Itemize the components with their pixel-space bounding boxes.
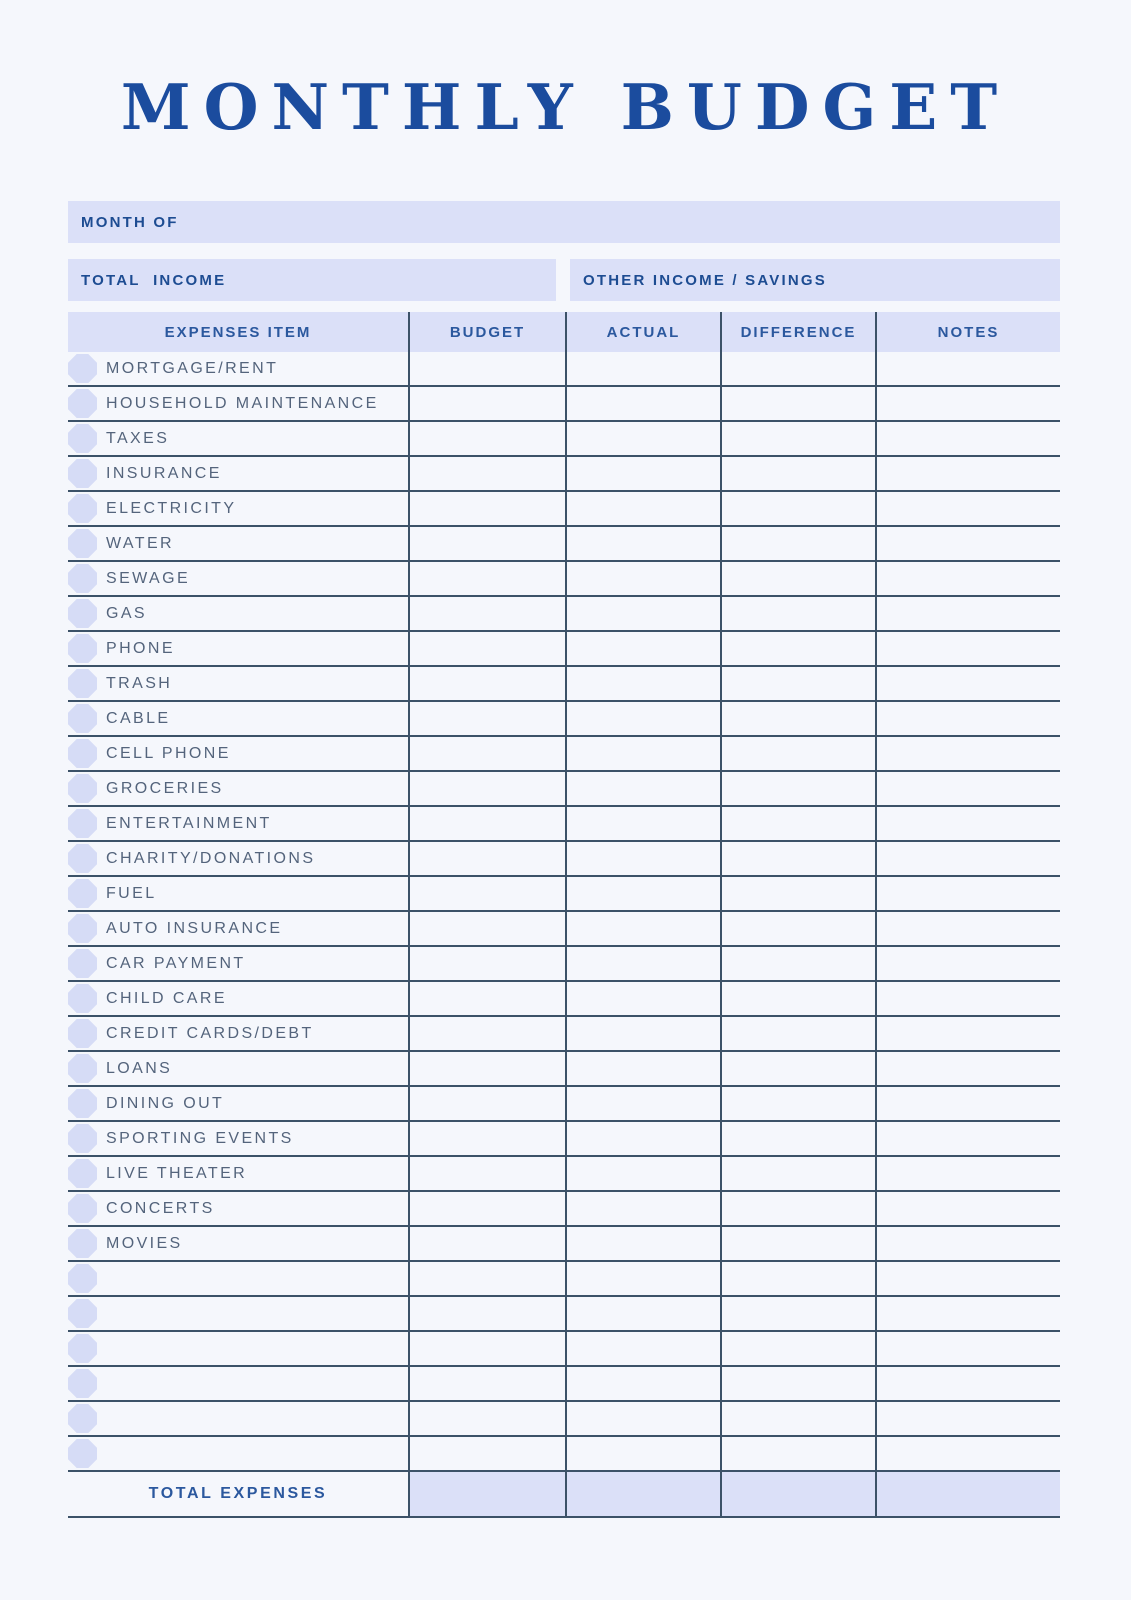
- page-title: MONTHLY BUDGET: [120, 70, 1011, 144]
- budget-cell: [408, 1122, 565, 1155]
- notes-cell: [875, 807, 1060, 840]
- expense-item-label: WATER: [106, 534, 174, 552]
- notes-cell: [875, 702, 1060, 735]
- expense-item-cell: [68, 632, 408, 665]
- column-header-actual: ACTUAL: [565, 312, 720, 352]
- table-row: [68, 387, 1060, 422]
- notes-cell: [875, 912, 1060, 945]
- budget-cell: [408, 1227, 565, 1260]
- actual-cell: [565, 772, 720, 805]
- notes-cell: [875, 1367, 1060, 1400]
- expense-item-label: PHONE: [106, 639, 175, 657]
- expense-item-label: ENTERTAINMENT: [106, 814, 272, 832]
- budget-cell: [408, 1052, 565, 1085]
- actual-cell: [565, 1402, 720, 1435]
- bullet-icon: [68, 389, 97, 418]
- expense-item-cell: [68, 1402, 408, 1435]
- total-notes-cell: [875, 1472, 1060, 1516]
- difference-cell: [720, 352, 875, 385]
- notes-cell: [875, 1332, 1060, 1365]
- column-header-expenses-item: EXPENSES ITEM: [164, 323, 312, 341]
- budget-cell: [408, 387, 565, 420]
- difference-cell: [720, 1192, 875, 1225]
- bullet-icon: [68, 1229, 97, 1258]
- notes-cell: [875, 737, 1060, 770]
- actual-cell: [565, 842, 720, 875]
- expense-item-cell: [68, 842, 408, 875]
- notes-cell: [875, 387, 1060, 420]
- actual-cell: [565, 947, 720, 980]
- actual-cell: [565, 352, 720, 385]
- actual-cell: [565, 667, 720, 700]
- budget-cell: [408, 1157, 565, 1190]
- expense-item-cell: [68, 947, 408, 980]
- table-row: [68, 807, 1060, 842]
- budget-cell: [408, 1402, 565, 1435]
- bullet-icon: [68, 1439, 97, 1468]
- budget-cell: [408, 422, 565, 455]
- difference-cell: [720, 737, 875, 770]
- budget-cell: [408, 737, 565, 770]
- actual-cell: [565, 492, 720, 525]
- table-body: [68, 352, 1060, 1472]
- notes-cell: [875, 527, 1060, 560]
- income-fields-row: [68, 259, 1060, 301]
- bullet-icon: [68, 1089, 97, 1118]
- bullet-icon: [68, 564, 97, 593]
- budget-cell: [408, 982, 565, 1015]
- difference-cell: [720, 562, 875, 595]
- difference-cell: [720, 807, 875, 840]
- actual-cell: [565, 737, 720, 770]
- expense-item-label: CAR PAYMENT: [106, 954, 246, 972]
- table-row: [68, 1157, 1060, 1192]
- total-expenses-label: TOTAL EXPENSES: [148, 1485, 328, 1502]
- bullet-icon: [68, 494, 97, 523]
- actual-cell: [565, 562, 720, 595]
- bullet-icon: [68, 1334, 97, 1363]
- notes-cell: [875, 1402, 1060, 1435]
- budget-cell: [408, 1017, 565, 1050]
- expense-item-label: HOUSEHOLD MAINTENANCE: [106, 394, 379, 412]
- budget-cell: [408, 702, 565, 735]
- bullet-icon: [68, 634, 97, 663]
- table-row: [68, 527, 1060, 562]
- difference-cell: [720, 1332, 875, 1365]
- expense-item-label: INSURANCE: [106, 464, 222, 482]
- difference-cell: [720, 1367, 875, 1400]
- expense-item-label: CHILD CARE: [106, 989, 227, 1007]
- table-row: [68, 667, 1060, 702]
- budget-cell: [408, 912, 565, 945]
- difference-cell: [720, 1262, 875, 1295]
- bullet-icon: [68, 1404, 97, 1433]
- budget-cell: [408, 1087, 565, 1120]
- difference-cell: [720, 702, 875, 735]
- budget-cell: [408, 1332, 565, 1365]
- actual-cell: [565, 1367, 720, 1400]
- table-row: [68, 947, 1060, 982]
- table-row: [68, 1402, 1060, 1437]
- difference-cell: [720, 877, 875, 910]
- expense-item-label: CONCERTS: [106, 1199, 215, 1217]
- difference-cell: [720, 492, 875, 525]
- notes-cell: [875, 562, 1060, 595]
- notes-cell: [875, 1262, 1060, 1295]
- actual-cell: [565, 702, 720, 735]
- bullet-icon: [68, 354, 97, 383]
- expense-item-label: SPORTING EVENTS: [106, 1129, 294, 1147]
- actual-cell: [565, 457, 720, 490]
- expense-item-cell: [68, 877, 408, 910]
- notes-cell: [875, 457, 1060, 490]
- bullet-icon: [68, 879, 97, 908]
- table-row: [68, 632, 1060, 667]
- column-header-difference: DIFFERENCE: [720, 312, 875, 352]
- expense-item-label: CREDIT CARDS/DEBT: [106, 1024, 314, 1042]
- actual-cell: [565, 1192, 720, 1225]
- notes-cell: [875, 772, 1060, 805]
- difference-cell: [720, 1087, 875, 1120]
- bullet-icon: [68, 599, 97, 628]
- bullet-icon: [68, 844, 97, 873]
- bullet-icon: [68, 949, 97, 978]
- table-row: [68, 772, 1060, 807]
- table-row: [68, 1122, 1060, 1157]
- actual-cell: [565, 877, 720, 910]
- notes-cell: [875, 1087, 1060, 1120]
- bullet-icon: [68, 914, 97, 943]
- budget-cell: [408, 1192, 565, 1225]
- expense-item-cell: [68, 1087, 408, 1120]
- bullet-icon: [68, 774, 97, 803]
- table-row: [68, 1192, 1060, 1227]
- difference-cell: [720, 912, 875, 945]
- difference-cell: [720, 457, 875, 490]
- column-header-notes: NOTES: [875, 312, 1060, 352]
- notes-cell: [875, 597, 1060, 630]
- expense-item-label: CELL PHONE: [106, 744, 231, 762]
- table-row: [68, 1297, 1060, 1332]
- month-of-field: [68, 201, 1060, 243]
- budget-cell: [408, 352, 565, 385]
- expense-item-cell: [68, 667, 408, 700]
- expense-item-cell: [68, 457, 408, 490]
- difference-cell: [720, 387, 875, 420]
- expense-item-cell: [68, 422, 408, 455]
- table-row: [68, 1262, 1060, 1297]
- table-header-row: [68, 312, 1060, 352]
- actual-cell: [565, 1157, 720, 1190]
- table-row: [68, 1087, 1060, 1122]
- expense-item-cell: [68, 1192, 408, 1225]
- budget-cell: [408, 597, 565, 630]
- actual-cell: [565, 422, 720, 455]
- difference-cell: [720, 772, 875, 805]
- expense-item-label: SEWAGE: [106, 569, 191, 587]
- budget-cell: [408, 947, 565, 980]
- other-income-savings-label: OTHER INCOME / SAVINGS: [583, 271, 827, 289]
- actual-cell: [565, 1227, 720, 1260]
- notes-cell: [875, 1157, 1060, 1190]
- expense-item-label: ELECTRICITY: [106, 499, 237, 517]
- expense-item-cell: [68, 1052, 408, 1085]
- total-difference-cell: [720, 1472, 875, 1516]
- expense-item-cell: [68, 387, 408, 420]
- difference-cell: [720, 842, 875, 875]
- difference-cell: [720, 1297, 875, 1330]
- column-header-budget: BUDGET: [408, 312, 565, 352]
- bullet-icon: [68, 1054, 97, 1083]
- expense-item-label: GAS: [106, 604, 147, 622]
- notes-cell: [875, 1437, 1060, 1470]
- notes-cell: [875, 982, 1060, 1015]
- bullet-icon: [68, 1299, 97, 1328]
- actual-cell: [565, 1052, 720, 1085]
- budget-cell: [408, 807, 565, 840]
- total-income-label: TOTAL INCOME: [81, 271, 227, 289]
- expense-item-cell: [68, 1157, 408, 1190]
- table-row: [68, 737, 1060, 772]
- bullet-icon: [68, 424, 97, 453]
- bullet-icon: [68, 1369, 97, 1398]
- expense-item-label: TAXES: [106, 429, 170, 447]
- expense-item-cell: [68, 982, 408, 1015]
- actual-cell: [565, 527, 720, 560]
- table-row: [68, 422, 1060, 457]
- table-row: [68, 982, 1060, 1017]
- table-row: [68, 492, 1060, 527]
- difference-cell: [720, 982, 875, 1015]
- difference-cell: [720, 597, 875, 630]
- bullet-icon: [68, 704, 97, 733]
- bullet-icon: [68, 529, 97, 558]
- difference-cell: [720, 667, 875, 700]
- expense-item-label: CABLE: [106, 709, 171, 727]
- expense-item-cell: [68, 737, 408, 770]
- budget-cell: [408, 1367, 565, 1400]
- actual-cell: [565, 1262, 720, 1295]
- expense-item-label: DINING OUT: [106, 1094, 225, 1112]
- difference-cell: [720, 422, 875, 455]
- expenses-table: [68, 312, 1060, 1518]
- actual-cell: [565, 1297, 720, 1330]
- table-row: [68, 877, 1060, 912]
- expense-item-cell: [68, 1122, 408, 1155]
- expense-item-cell: [68, 1332, 408, 1365]
- expense-item-cell: [68, 702, 408, 735]
- bullet-icon: [68, 984, 97, 1013]
- expense-item-cell: [68, 527, 408, 560]
- bullet-icon: [68, 739, 97, 768]
- difference-cell: [720, 1052, 875, 1085]
- document-content: [68, 201, 1060, 1518]
- bullet-icon: [68, 809, 97, 838]
- expense-item-cell: [68, 1437, 408, 1470]
- bullet-icon: [68, 1124, 97, 1153]
- bullet-icon: [68, 1194, 97, 1223]
- table-row: [68, 457, 1060, 492]
- expense-item-label: LOANS: [106, 1059, 173, 1077]
- total-actual-cell: [565, 1472, 720, 1516]
- budget-cell: [408, 562, 565, 595]
- expense-item-label: GROCERIES: [106, 779, 224, 797]
- expense-item-cell: [68, 1227, 408, 1260]
- difference-cell: [720, 1017, 875, 1050]
- expense-item-cell: [68, 912, 408, 945]
- table-row: [68, 1017, 1060, 1052]
- total-expenses-row: [68, 1472, 1060, 1518]
- actual-cell: [565, 632, 720, 665]
- actual-cell: [565, 1017, 720, 1050]
- notes-cell: [875, 1122, 1060, 1155]
- actual-cell: [565, 912, 720, 945]
- budget-cell: [408, 527, 565, 560]
- table-row: [68, 1367, 1060, 1402]
- expense-item-cell: [68, 1297, 408, 1330]
- actual-cell: [565, 1437, 720, 1470]
- table-row: [68, 1332, 1060, 1367]
- total-budget-cell: [408, 1472, 565, 1516]
- notes-cell: [875, 1227, 1060, 1260]
- expense-item-label: LIVE THEATER: [106, 1164, 248, 1182]
- bullet-icon: [68, 1159, 97, 1188]
- expense-item-cell: [68, 352, 408, 385]
- budget-cell: [408, 1437, 565, 1470]
- difference-cell: [720, 1227, 875, 1260]
- table-row: [68, 352, 1060, 387]
- expense-item-cell: [68, 562, 408, 595]
- expense-item-label: FUEL: [106, 884, 157, 902]
- notes-cell: [875, 352, 1060, 385]
- difference-cell: [720, 527, 875, 560]
- difference-cell: [720, 632, 875, 665]
- budget-cell: [408, 877, 565, 910]
- difference-cell: [720, 1402, 875, 1435]
- notes-cell: [875, 632, 1060, 665]
- notes-cell: [875, 1052, 1060, 1085]
- expense-item-cell: [68, 1017, 408, 1050]
- expense-item-cell: [68, 1262, 408, 1295]
- notes-cell: [875, 1297, 1060, 1330]
- budget-cell: [408, 772, 565, 805]
- notes-cell: [875, 667, 1060, 700]
- table-row: [68, 1227, 1060, 1262]
- expense-item-cell: [68, 597, 408, 630]
- bullet-icon: [68, 1264, 97, 1293]
- expense-item-cell: [68, 807, 408, 840]
- table-row: [68, 912, 1060, 947]
- budget-cell: [408, 1297, 565, 1330]
- bullet-icon: [68, 459, 97, 488]
- actual-cell: [565, 1122, 720, 1155]
- actual-cell: [565, 1087, 720, 1120]
- expense-item-cell: [68, 772, 408, 805]
- table-row: [68, 1437, 1060, 1472]
- difference-cell: [720, 1122, 875, 1155]
- actual-cell: [565, 1332, 720, 1365]
- bullet-icon: [68, 669, 97, 698]
- notes-cell: [875, 877, 1060, 910]
- budget-cell: [408, 457, 565, 490]
- expense-item-label: AUTO INSURANCE: [106, 919, 283, 937]
- budget-cell: [408, 492, 565, 525]
- other-income-savings-field: [570, 259, 1060, 301]
- actual-cell: [565, 807, 720, 840]
- table-row: [68, 562, 1060, 597]
- actual-cell: [565, 387, 720, 420]
- notes-cell: [875, 1192, 1060, 1225]
- budget-cell: [408, 842, 565, 875]
- table-row: [68, 842, 1060, 877]
- difference-cell: [720, 1437, 875, 1470]
- budget-cell: [408, 632, 565, 665]
- table-row: [68, 702, 1060, 737]
- total-income-field: [68, 259, 556, 301]
- actual-cell: [565, 982, 720, 1015]
- expense-item-label: MOVIES: [106, 1234, 183, 1252]
- bullet-icon: [68, 1019, 97, 1048]
- budget-cell: [408, 1262, 565, 1295]
- month-of-label: MONTH OF: [81, 213, 179, 231]
- expense-item-label: CHARITY/DONATIONS: [106, 849, 316, 867]
- expense-item-cell: [68, 492, 408, 525]
- difference-cell: [720, 1157, 875, 1190]
- budget-cell: [408, 667, 565, 700]
- expense-item-label: TRASH: [106, 674, 173, 692]
- actual-cell: [565, 597, 720, 630]
- expense-item-cell: [68, 1367, 408, 1400]
- expense-item-label: MORTGAGE/RENT: [106, 359, 279, 377]
- table-row: [68, 1052, 1060, 1087]
- notes-cell: [875, 947, 1060, 980]
- difference-cell: [720, 947, 875, 980]
- notes-cell: [875, 1017, 1060, 1050]
- table-row: [68, 597, 1060, 632]
- notes-cell: [875, 842, 1060, 875]
- notes-cell: [875, 422, 1060, 455]
- notes-cell: [875, 492, 1060, 525]
